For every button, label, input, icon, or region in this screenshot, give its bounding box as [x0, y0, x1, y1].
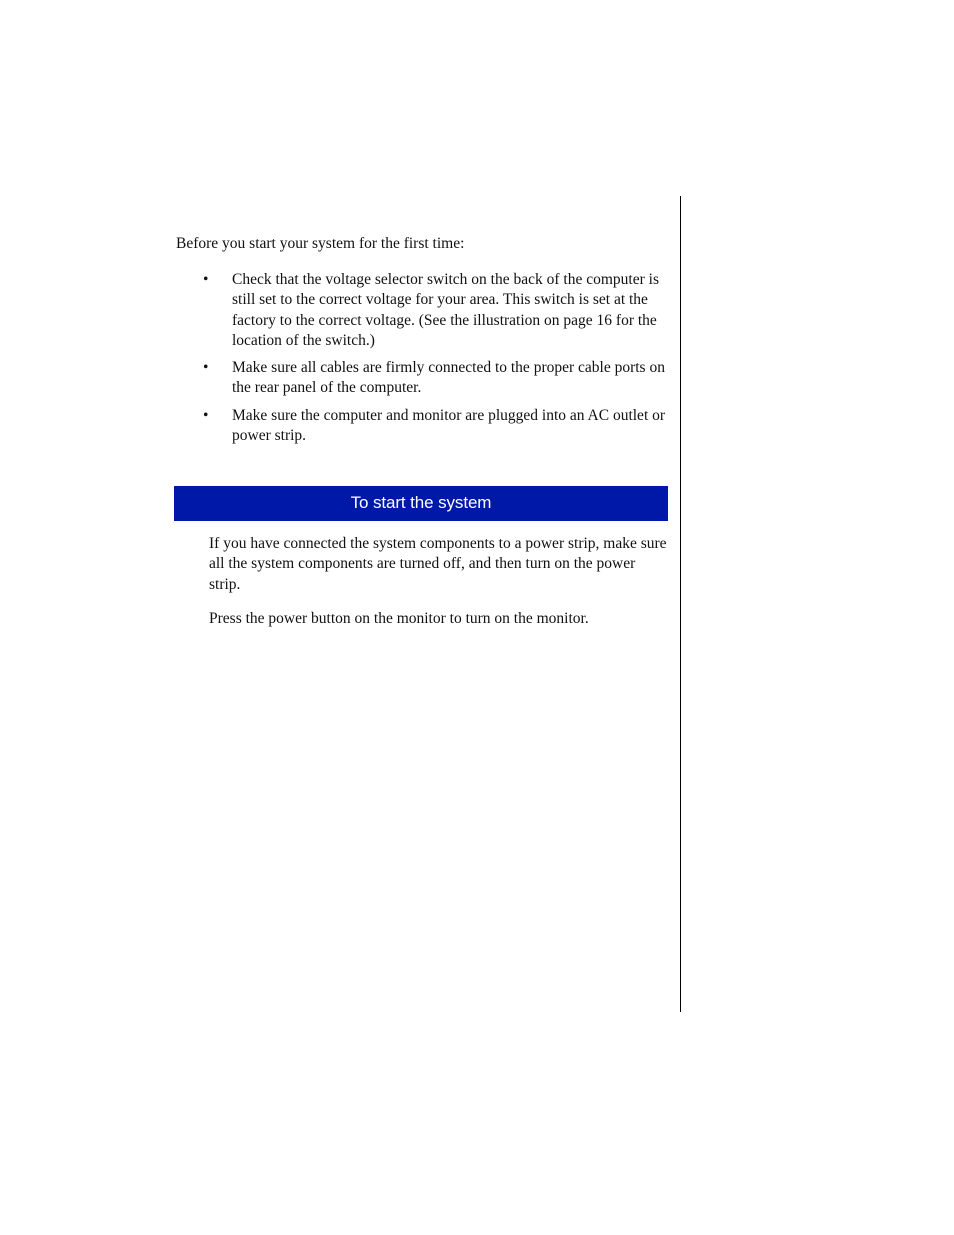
section-body — [209, 534, 669, 643]
section-heading: To start the system — [350, 493, 492, 512]
pre-start-checklist — [176, 270, 672, 453]
checklist-item-cables — [176, 358, 672, 399]
checklist-item-power — [176, 406, 672, 447]
checklist-item-text: Check that the voltage selector switch on the back of the computer is still set to the correct voltage for your area. This switch is set at the factory to the correct voltage. (See the illustration on page 16 for the location of the switch.) — [232, 271, 659, 349]
paragraph-monitor: Press the power button on the monitor to turn on the monitor. — [209, 609, 589, 627]
bullet-icon: • — [203, 359, 209, 377]
checklist-item-text: Make sure all cables are firmly connected to the proper cable ports on the rear panel of the computer. — [232, 359, 665, 397]
paragraph-power-strip: If you have connected the system components to a power strip, make sure all the system components are turned off, and then turn on the power strip. — [209, 535, 667, 593]
bullet-icon: • — [203, 406, 209, 424]
section-heading-bar — [174, 486, 668, 521]
intro-text: Before you start your system for the first time: — [176, 235, 465, 252]
checklist-item-voltage — [176, 270, 672, 351]
checklist-item-text: Make sure the computer and monitor are plugged into an AC outlet or power strip. — [232, 406, 666, 445]
margin-rule — [680, 196, 681, 1012]
bullet-icon: • — [203, 271, 209, 288]
